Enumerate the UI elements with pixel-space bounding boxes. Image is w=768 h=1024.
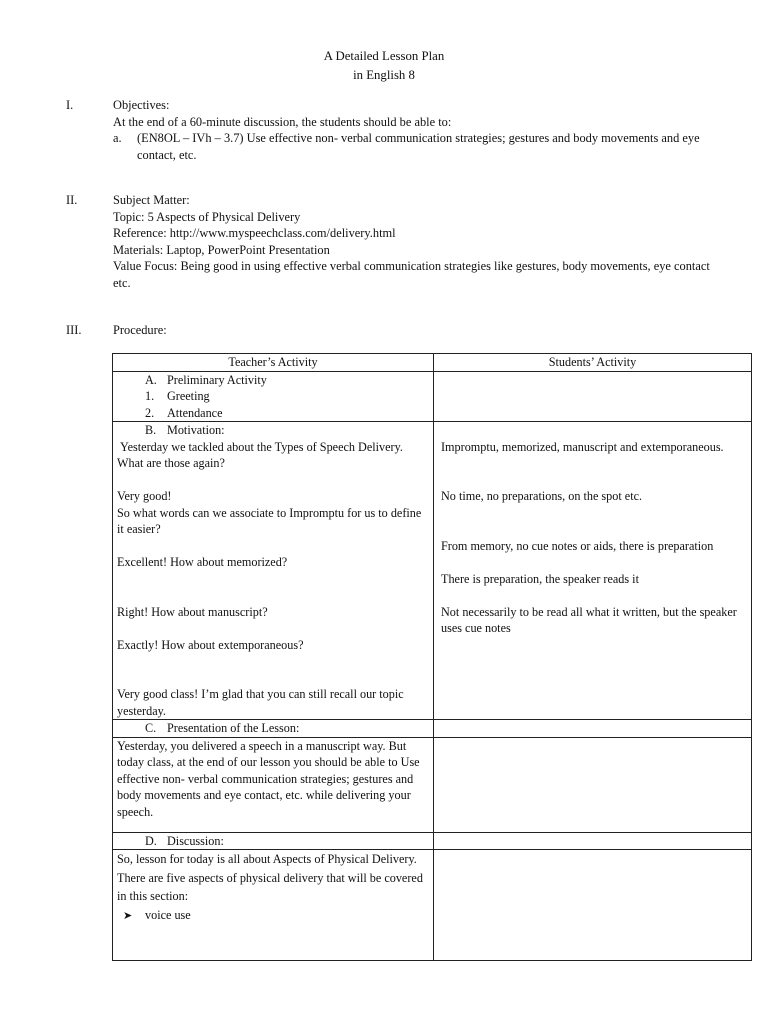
document-title — [0, 47, 768, 85]
teacher-activity-header: Teacher’s Activity — [113, 354, 434, 372]
motivation-heading: B. Motivation: — [145, 423, 225, 437]
table-row — [113, 737, 752, 832]
topic-line: Topic: 5 Aspects of Physical Delivery — [113, 209, 301, 224]
student-line: From memory, no cue notes or aids, there is preparation — [441, 538, 714, 553]
presentation-text: Yesterday, you delivered a speech in a manuscript way. But today class, at the end of our lesson you should be able to Use effective non- verbal communication strategies; gestures and body movements and eye contact, etc. while delivering your speech. — [117, 738, 420, 819]
table-row — [113, 371, 752, 422]
section-numeral: II. — [66, 193, 78, 207]
student-line: Not necessarily to be read all what it written, but the speaker uses cue notes — [441, 604, 737, 635]
reference-line: Reference: http://www.myspeechclass.com/delivery.html — [113, 226, 396, 240]
teacher-line: Very good class! I’m glad that you can still recall our topic yesterday. — [117, 687, 404, 718]
list-item: 2. Attendance — [145, 405, 223, 420]
title-line-2: in English 8 — [353, 68, 415, 82]
preliminary-heading: A. Preliminary Activity — [145, 372, 267, 387]
objective-text: (EN8OL – IVh – 3.7) Use effective non- verbal communication strategies; gestures and body movements and eye contact, etc. — [137, 131, 700, 162]
objective-letter: a. — [113, 131, 122, 145]
student-line: Impromptu, memorized, manuscript and extemporaneous. — [441, 439, 724, 454]
table-row — [113, 832, 752, 850]
teacher-line: Right! How about manuscript? — [117, 604, 268, 619]
teacher-line: Excellent! How about memorized? — [117, 555, 288, 569]
discussion-heading: D. Discussion: — [145, 833, 224, 848]
section-heading: Objectives: — [113, 98, 170, 112]
section-numeral: I. — [66, 98, 74, 112]
section-heading: Subject Matter: — [113, 193, 190, 207]
arrowhead-bullet-icon: ➤ — [123, 909, 133, 922]
student-line: There is preparation, the speaker reads it — [441, 571, 639, 586]
table-header-row — [113, 354, 752, 372]
objectives-intro: At the end of a 60-minute discussion, the students should be able to: — [113, 114, 452, 129]
teacher-line: Yesterday we tackled about the Types of Speech Delivery. What are those again? — [117, 439, 406, 470]
list-item: 1. Greeting — [145, 389, 210, 403]
procedure-table — [112, 353, 752, 961]
discussion-text: So, lesson for today is all about Aspects of Physical Delivery. There are five aspects of physical delivery that will be covered in this section: — [117, 852, 423, 903]
objective-item — [113, 130, 727, 163]
list-item — [117, 906, 429, 926]
section-numeral: III. — [66, 323, 82, 337]
section-heading: Procedure: — [113, 323, 167, 337]
presentation-heading: C. Presentation of the Lesson: — [145, 721, 300, 735]
title-line-1: A Detailed Lesson Plan — [323, 49, 445, 63]
value-focus-line: Value Focus: Being good in using effective verbal communication strategies like gestures, body movements, eye contact etc. — [113, 259, 710, 290]
students-activity-header: Students’ Activity — [434, 354, 752, 372]
teacher-line: Very good! So what words can we associate to Impromptu for us to define it easier? — [117, 489, 422, 536]
table-row — [113, 850, 752, 961]
teacher-line: Exactly! How about extemporaneous? — [117, 637, 304, 652]
student-line: No time, no preparations, on the spot etc. — [441, 489, 643, 503]
table-row — [113, 422, 752, 720]
materials-line: Materials: Laptop, PowerPoint Presentation — [113, 242, 330, 257]
bullet-text: voice use — [145, 907, 191, 922]
table-row — [113, 720, 752, 738]
